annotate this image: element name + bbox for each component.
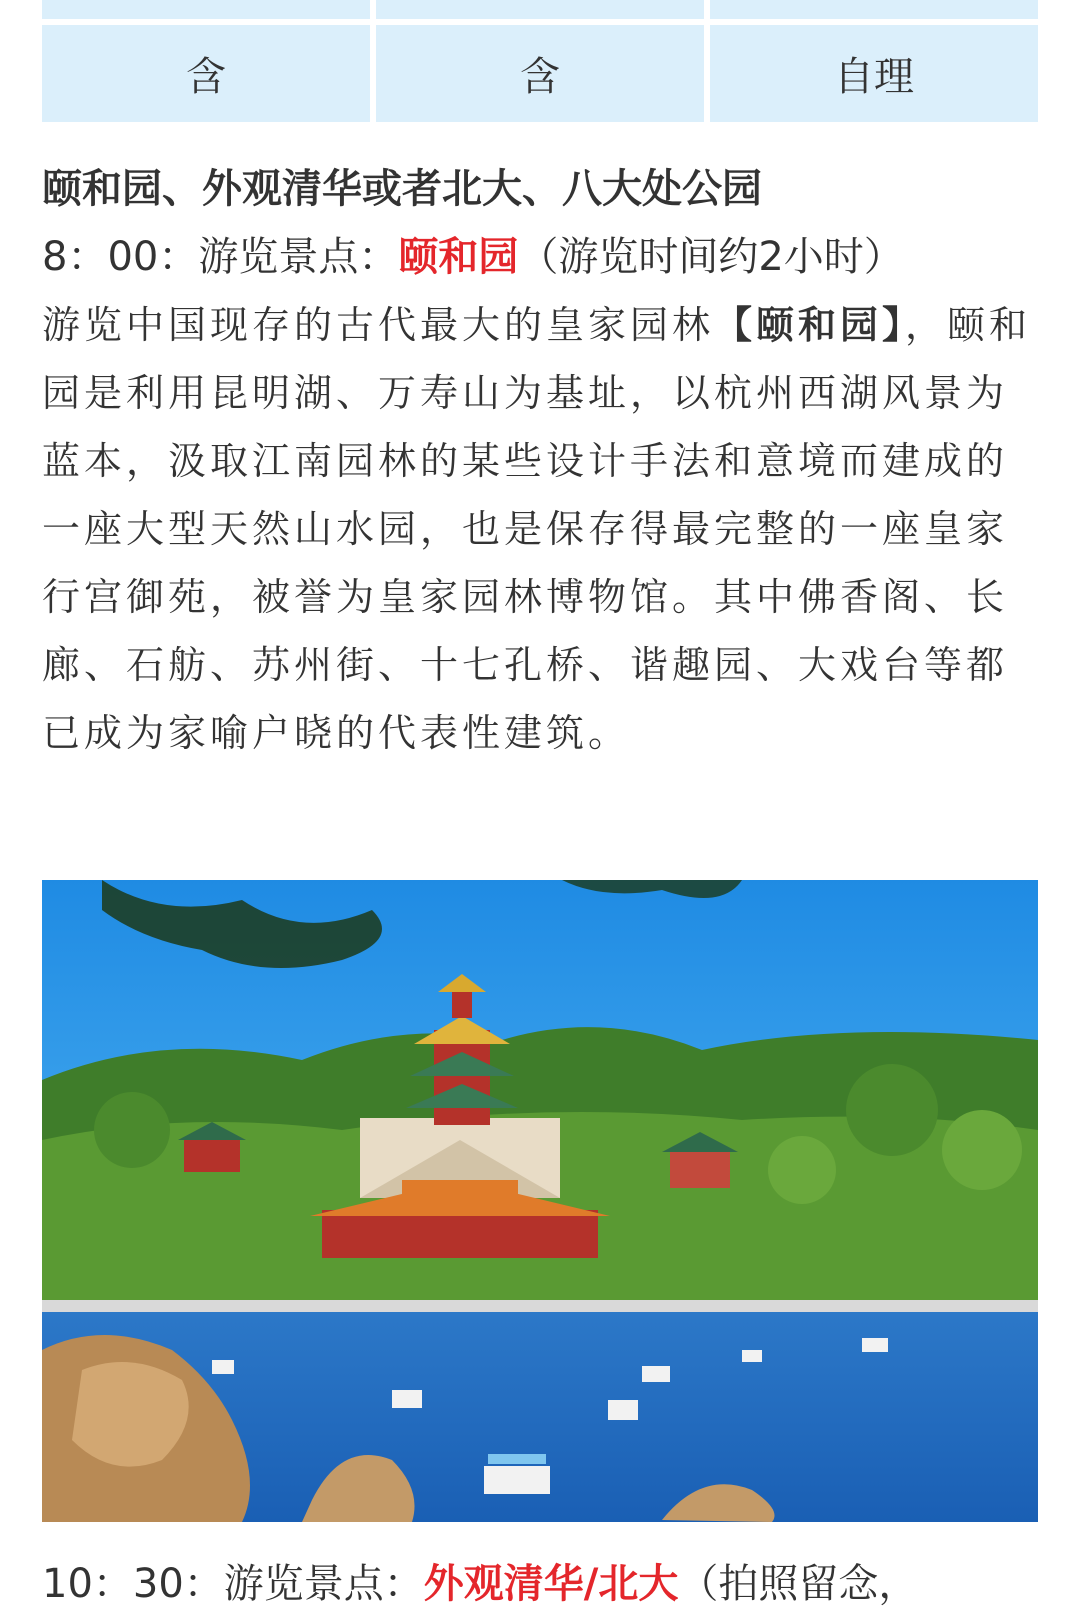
meal-breakfast: 含 bbox=[42, 25, 370, 122]
stop-label: 游览景点： bbox=[198, 234, 399, 280]
stop-time: 8：00： bbox=[42, 234, 199, 280]
description-intro: 游览中国现存的古代最大的皇家园林 bbox=[42, 303, 715, 347]
meal-cell bbox=[710, 0, 1038, 19]
meal-lunch: 含 bbox=[376, 25, 704, 122]
stop-note: （游览时间约2小时） bbox=[518, 234, 904, 280]
meal-table-row bbox=[42, 25, 1038, 122]
meal-cell bbox=[42, 0, 370, 19]
meal-table-top-row bbox=[42, 0, 1038, 19]
summer-palace-photo bbox=[42, 880, 1038, 1522]
itinerary-day bbox=[42, 155, 1038, 835]
stop-time: 10：30： bbox=[42, 1561, 224, 1607]
meal-table bbox=[42, 0, 1038, 122]
stop-label: 游览景点： bbox=[223, 1561, 424, 1607]
stop-line-1 bbox=[42, 223, 1038, 291]
description-body: ，颐和园是利用昆明湖、万寿山为基址，以杭州西湖风景为蓝本，汲取江南园林的某些设计手法和意境而建成的一座大型天然山水园，也是保存得最完整的一座皇家行宫御苑，被誉为皇家园林博物馆。其中佛香阁、长廊、石舫、苏州街、十七孔桥、谐趣园、大戏台等都已成为家喻户晓的代表性建筑。 bbox=[42, 303, 1032, 755]
stop-place: 外观清华/北大 bbox=[423, 1561, 679, 1607]
stop-line-2 bbox=[42, 1554, 918, 1614]
description-highlight: 【颐和园】 bbox=[714, 303, 906, 347]
stop-note: （拍照留念， bbox=[678, 1561, 919, 1607]
stop-place: 颐和园 bbox=[398, 234, 519, 280]
meal-cell bbox=[376, 0, 704, 19]
attraction-description bbox=[42, 291, 1038, 835]
day-title: 颐和园、外观清华或者北大、八大处公园 bbox=[42, 166, 762, 212]
meal-dinner: 自理 bbox=[710, 25, 1038, 122]
